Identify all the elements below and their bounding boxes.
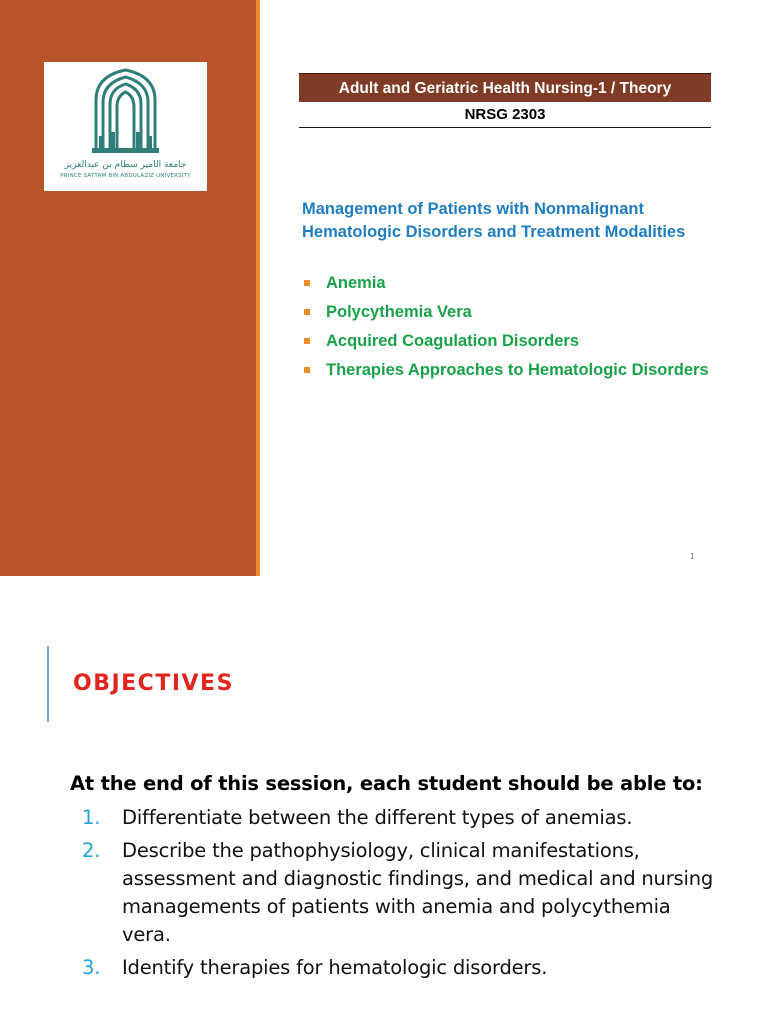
objectives-intro: At the end of this session, each student should be able to: — [70, 772, 703, 795]
objectives-list — [82, 804, 722, 987]
objective-text: Identify therapies for hematologic disorders. — [122, 956, 548, 979]
objective-number: 2. — [82, 839, 101, 862]
topic-item — [304, 301, 714, 324]
topic-item-label: Therapies Approaches to Hematologic Disorders — [326, 361, 709, 379]
topic-item-label: Anemia — [326, 274, 386, 292]
logo-english-text: PRINCE SATTAM BIN ABDULAZIZ UNIVERSITY — [60, 173, 191, 179]
objectives-slide — [0, 606, 768, 1024]
arch-logo-icon — [44, 62, 207, 191]
title-divider-line — [47, 646, 49, 722]
objective-item — [82, 804, 722, 832]
objective-number: 1. — [82, 806, 101, 829]
page-number: 1 — [690, 552, 695, 561]
topic-heading: Management of Patients with Nonmalignant Hematologic Disorders and Treatment Modalities — [302, 200, 686, 241]
topic-item — [304, 359, 714, 382]
topic-list — [304, 272, 714, 388]
objective-item — [82, 837, 722, 949]
course-title-bar: Adult and Geriatric Health Nursing-1 / Theory — [299, 73, 711, 102]
objectives-title: OBJECTIVES — [73, 671, 234, 696]
square-bullet-icon — [304, 338, 310, 344]
square-bullet-icon — [304, 280, 310, 286]
square-bullet-icon — [304, 367, 310, 373]
topic-item — [304, 272, 714, 295]
square-bullet-icon — [304, 309, 310, 315]
objective-number: 3. — [82, 956, 101, 979]
objective-text: Differentiate between the different types of anemias. — [122, 806, 633, 829]
logo-arabic-text: جامعة الأمير سطام بن عبدالعزيز — [64, 160, 187, 170]
sidebar-accent-stripe — [256, 0, 260, 576]
topic-item-label: Polycythemia Vera — [326, 303, 472, 321]
topic-item-label: Acquired Coagulation Disorders — [326, 332, 580, 350]
university-logo — [44, 62, 207, 191]
objective-text: Describe the pathophysiology, clinical manifestations, assessment and diagnostic findings, and medical and nursing managements of patients with anemia and polycythemia vera. — [122, 839, 714, 946]
topic-item — [304, 330, 714, 353]
objective-item — [82, 954, 722, 982]
course-code: NRSG 2303 — [299, 102, 711, 128]
